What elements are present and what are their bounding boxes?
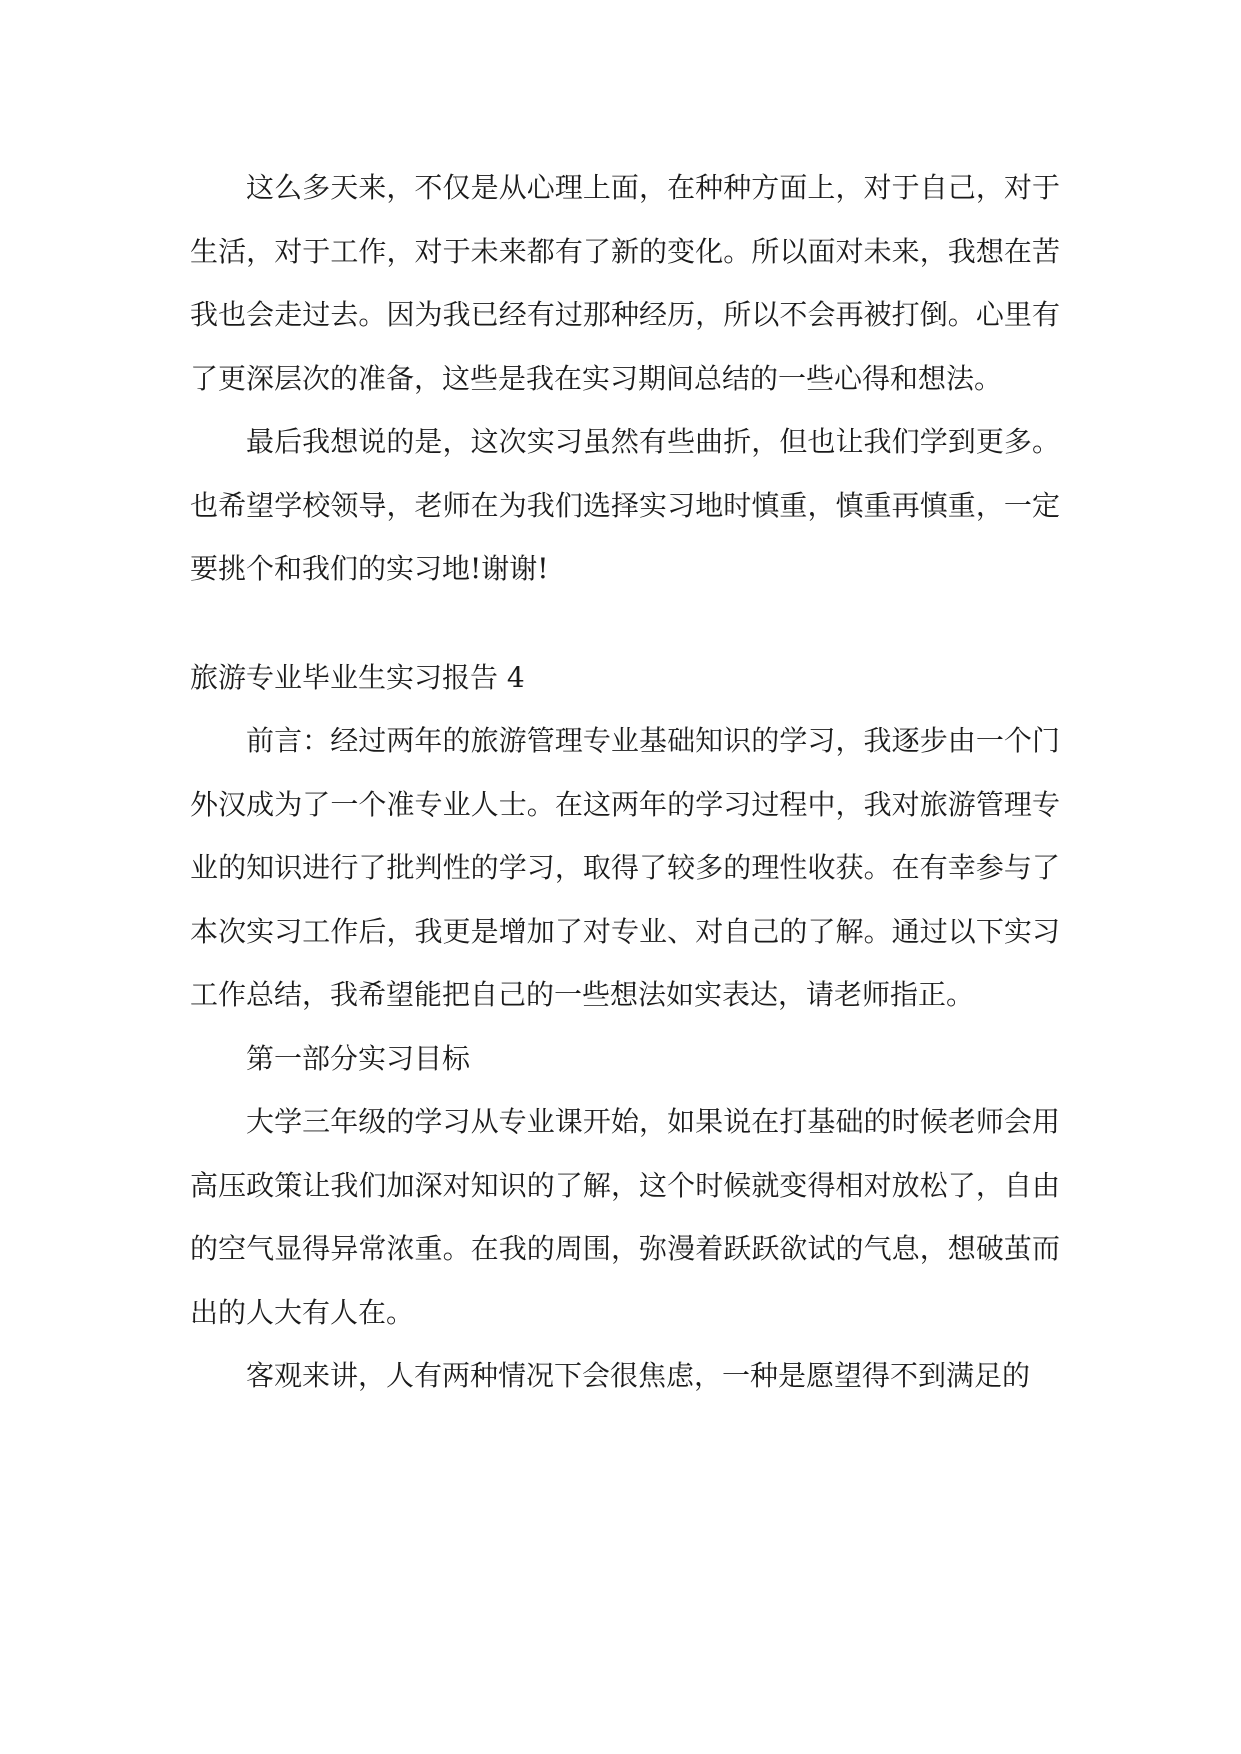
- document-body: [190, 156, 1060, 1408]
- paragraph-reflection: 这么多天来，不仅是从心理上面，在种种方面上，对于自己，对于生活，对于工作，对于未来都有了新的变化。所以面对未来，我想在苦我也会走过去。因为我已经有过那种经历，所以不会再被打倒。心里有了更深层次的准备，这些是我在实习期间总结的一些心得和想法。: [190, 171, 1060, 395]
- paragraph-body-2: 客观来讲，人有两种情况下会很焦虑，一种是愿望得不到满足的: [246, 1359, 1031, 1392]
- section-title: 旅游专业毕业生实习报告 4: [190, 660, 525, 694]
- paragraph-preface: 前言：经过两年的旅游管理专业基础知识的学习，我逐步由一个门外汉成为了一个准专业人士。在这两年的学习过程中，我对旅游管理专业的知识进行了批判性的学习，取得了较多的理性收获。在有幸参与了本次实习工作后，我更是增加了对专业、对自己的了解。通过以下实习工作总结，我希望能把自己的一些想法如实表达，请老师指正。: [190, 724, 1060, 1011]
- paragraph-closing: 最后我想说的是，这次实习虽然有些曲折，但也让我们学到更多。也希望学校领导，老师在为我们选择实习地时慎重，慎重再慎重，一定要挑个和我们的实习地!谢谢!: [190, 425, 1060, 585]
- paragraph-body-1: 大学三年级的学习从专业课开始，如果说在打基础的时候老师会用高压政策让我们加深对知识的了解，这个时候就变得相对放松了，自由的空气显得异常浓重。在我的周围，弥漫着跃跃欲试的气息，想破茧而出的人大有人在。: [190, 1105, 1060, 1329]
- part-heading: 第一部分实习目标: [246, 1041, 471, 1075]
